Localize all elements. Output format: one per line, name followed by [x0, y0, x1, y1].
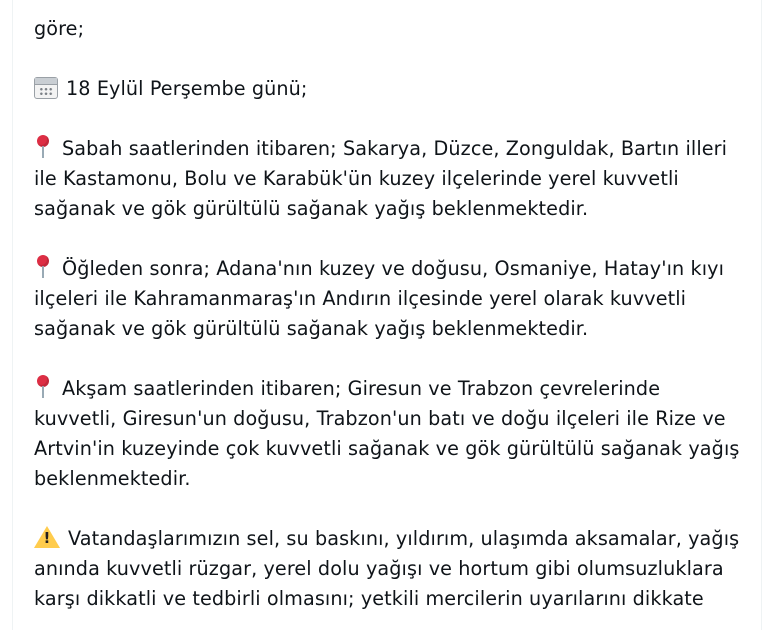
paragraph-line: kuvvetli, Giresun'un doğusu, Trabzon'un batı ve doğu ilçeleri ile Rize ve [34, 407, 726, 430]
calendar-icon [34, 77, 58, 99]
paragraph-line [34, 134, 744, 164]
pushpin-icon [34, 375, 52, 399]
paragraph-line: ile Kastamonu, Bolu ve Karabük'ün kuzey ilçelerinde yerel kuvvetli [34, 167, 679, 190]
tweet-text [34, 0, 744, 614]
paragraph-line: sağanak ve gök gürültülü sağanak yağış beklenmektedir. [34, 197, 589, 220]
paragraph-text: Vatandaşlarımızın sel, su baskını, yıldırım, ulaşımda aksamalar, yağış [68, 527, 740, 550]
date-line [34, 74, 744, 104]
paragraph-line [34, 254, 744, 284]
paragraph-line: beklenmektedir. [34, 467, 191, 490]
paragraph-line: karşı dikkatli ve tedbirli olmasını; yetkili mercilerin uyarılarını dikkate [34, 587, 704, 610]
pushpin-icon [34, 255, 52, 279]
paragraph-line: Artvin'in kuzeyinde çok kuvvetli sağanak ve gök gürültülü sağanak yağış [34, 437, 740, 460]
paragraph-text: Öğleden sonra; Adana'nın kuzey ve doğusu, Osmaniye, Hatay'ın kıyı [62, 257, 725, 280]
paragraph-text: Sabah saatlerinden itibaren; Sakarya, Düzce, Zonguldak, Bartın illeri [62, 137, 728, 160]
paragraph-line: ilçeleri ile Kahramanmaraş'ın Andırın ilçesinde yerel olarak kuvvetli [34, 287, 687, 310]
paragraph-line [34, 374, 744, 404]
tweet-line-clipped-top [34, 0, 744, 14]
paragraph-line: sağanak ve gök gürültülü sağanak yağış beklenmektedir. [34, 317, 589, 340]
paragraph-line: anında kuvvetli rüzgar, yerel dolu yağışı ve hortum gibi olumsuzluklara [34, 557, 724, 580]
date-text: 18 Eylül Perşembe günü; [66, 77, 308, 100]
tweet-line: göre; [34, 17, 85, 40]
paragraph-text: Akşam saatlerinden itibaren; Giresun ve Trabzon çevrelerinde [62, 377, 661, 400]
paragraph-line [34, 524, 744, 554]
warning-icon [34, 525, 60, 549]
pushpin-icon [34, 135, 52, 159]
